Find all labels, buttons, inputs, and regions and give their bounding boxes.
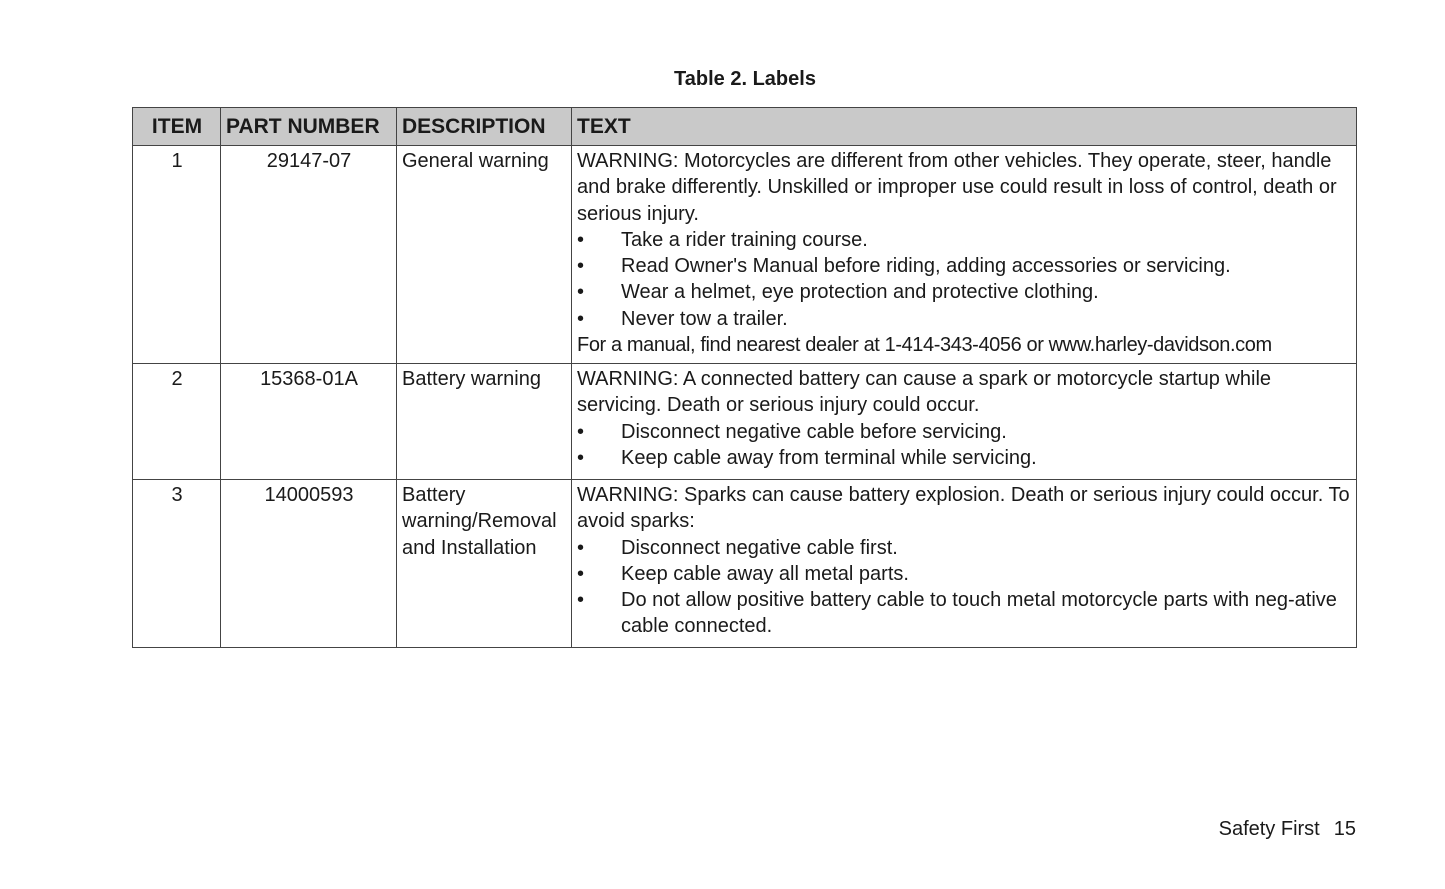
page-footer (1205, 818, 1356, 841)
bullet-item: • Disconnect negative cable before servicing. (577, 419, 1352, 445)
bullet-item: • Keep cable away all metal parts. (577, 561, 1352, 587)
description-cell: General warning (397, 146, 572, 364)
bullet-item: • Disconnect negative cable first. (577, 535, 1352, 561)
labels-table (132, 107, 1357, 648)
bullet-text: Read Owner's Manual before riding, adding accessories or servicing. (621, 255, 1231, 278)
header-text: TEXT (572, 108, 1357, 146)
bullet-item: • Keep cable away from terminal while servicing. (577, 445, 1352, 471)
bullet-text: Disconnect negative cable before servicing. (621, 420, 1007, 443)
text-cell (572, 480, 1357, 648)
table-row (133, 146, 1357, 364)
bullet-item: • Never tow a trailer. (577, 306, 1352, 332)
warning-text: WARNING: Sparks can cause battery explosion. Death or serious injury could occur. To avoid sparks: (577, 484, 1350, 533)
warning-text: WARNING: A connected battery can cause a spark or motorcycle startup while servicing. Death or serious injury could occur. (577, 368, 1272, 417)
dealer-text: For a manual, find nearest dealer at 1-414-343-4056 or www.harley-davidson.com (577, 334, 1272, 357)
description-cell: Battery warning (397, 364, 572, 480)
header-item: ITEM (133, 108, 221, 146)
table-header-row (133, 108, 1357, 146)
part-number-cell: 15368-01A (221, 364, 397, 480)
bullet-text: Keep cable away from terminal while servicing. (621, 446, 1037, 469)
page-number: 15 (1333, 818, 1356, 840)
bullet-item: • Wear a helmet, eye protection and protective clothing. (577, 279, 1352, 305)
warning-text: WARNING: Motorcycles are different from other vehicles. They operate, steer, handle and brake differently. Unskilled or improper use could result in loss of control, death or serious injury. (577, 150, 1337, 225)
header-description: DESCRIPTION (397, 108, 572, 146)
bullet-text: Never tow a trailer. (621, 307, 788, 330)
section-name: Safety First (1218, 818, 1320, 840)
table-row (133, 480, 1357, 648)
item-cell: 3 (133, 480, 221, 648)
text-cell (572, 364, 1357, 480)
description-cell: Battery warning/Removal and Installation (397, 480, 572, 648)
bullet-item: • Take a rider training course. (577, 227, 1352, 253)
bullet-text: Take a rider training course. (621, 228, 868, 251)
text-cell (572, 146, 1357, 364)
table-title: Table 2. Labels (674, 68, 816, 90)
item-cell: 1 (133, 146, 221, 364)
header-part-number: PART NUMBER (221, 108, 397, 146)
bullet-text: Wear a helmet, eye protection and protective clothing. (621, 281, 1099, 304)
item-cell: 2 (133, 364, 221, 480)
bullet-item: • Do not allow positive battery cable to touch metal motorcycle parts with neg-ative cable connected. (577, 587, 1352, 640)
bullet-text: Do not allow positive battery cable to touch metal motorcycle parts with neg-ative cable connected. (621, 589, 1337, 638)
bullet-item: • Read Owner's Manual before riding, adding accessories or servicing. (577, 253, 1352, 279)
table-row (133, 364, 1357, 480)
bullet-text: Keep cable away all metal parts. (621, 562, 909, 585)
bullet-text: Disconnect negative cable first. (621, 536, 898, 559)
part-number-cell: 14000593 (221, 480, 397, 648)
part-number-cell: 29147-07 (221, 146, 397, 364)
